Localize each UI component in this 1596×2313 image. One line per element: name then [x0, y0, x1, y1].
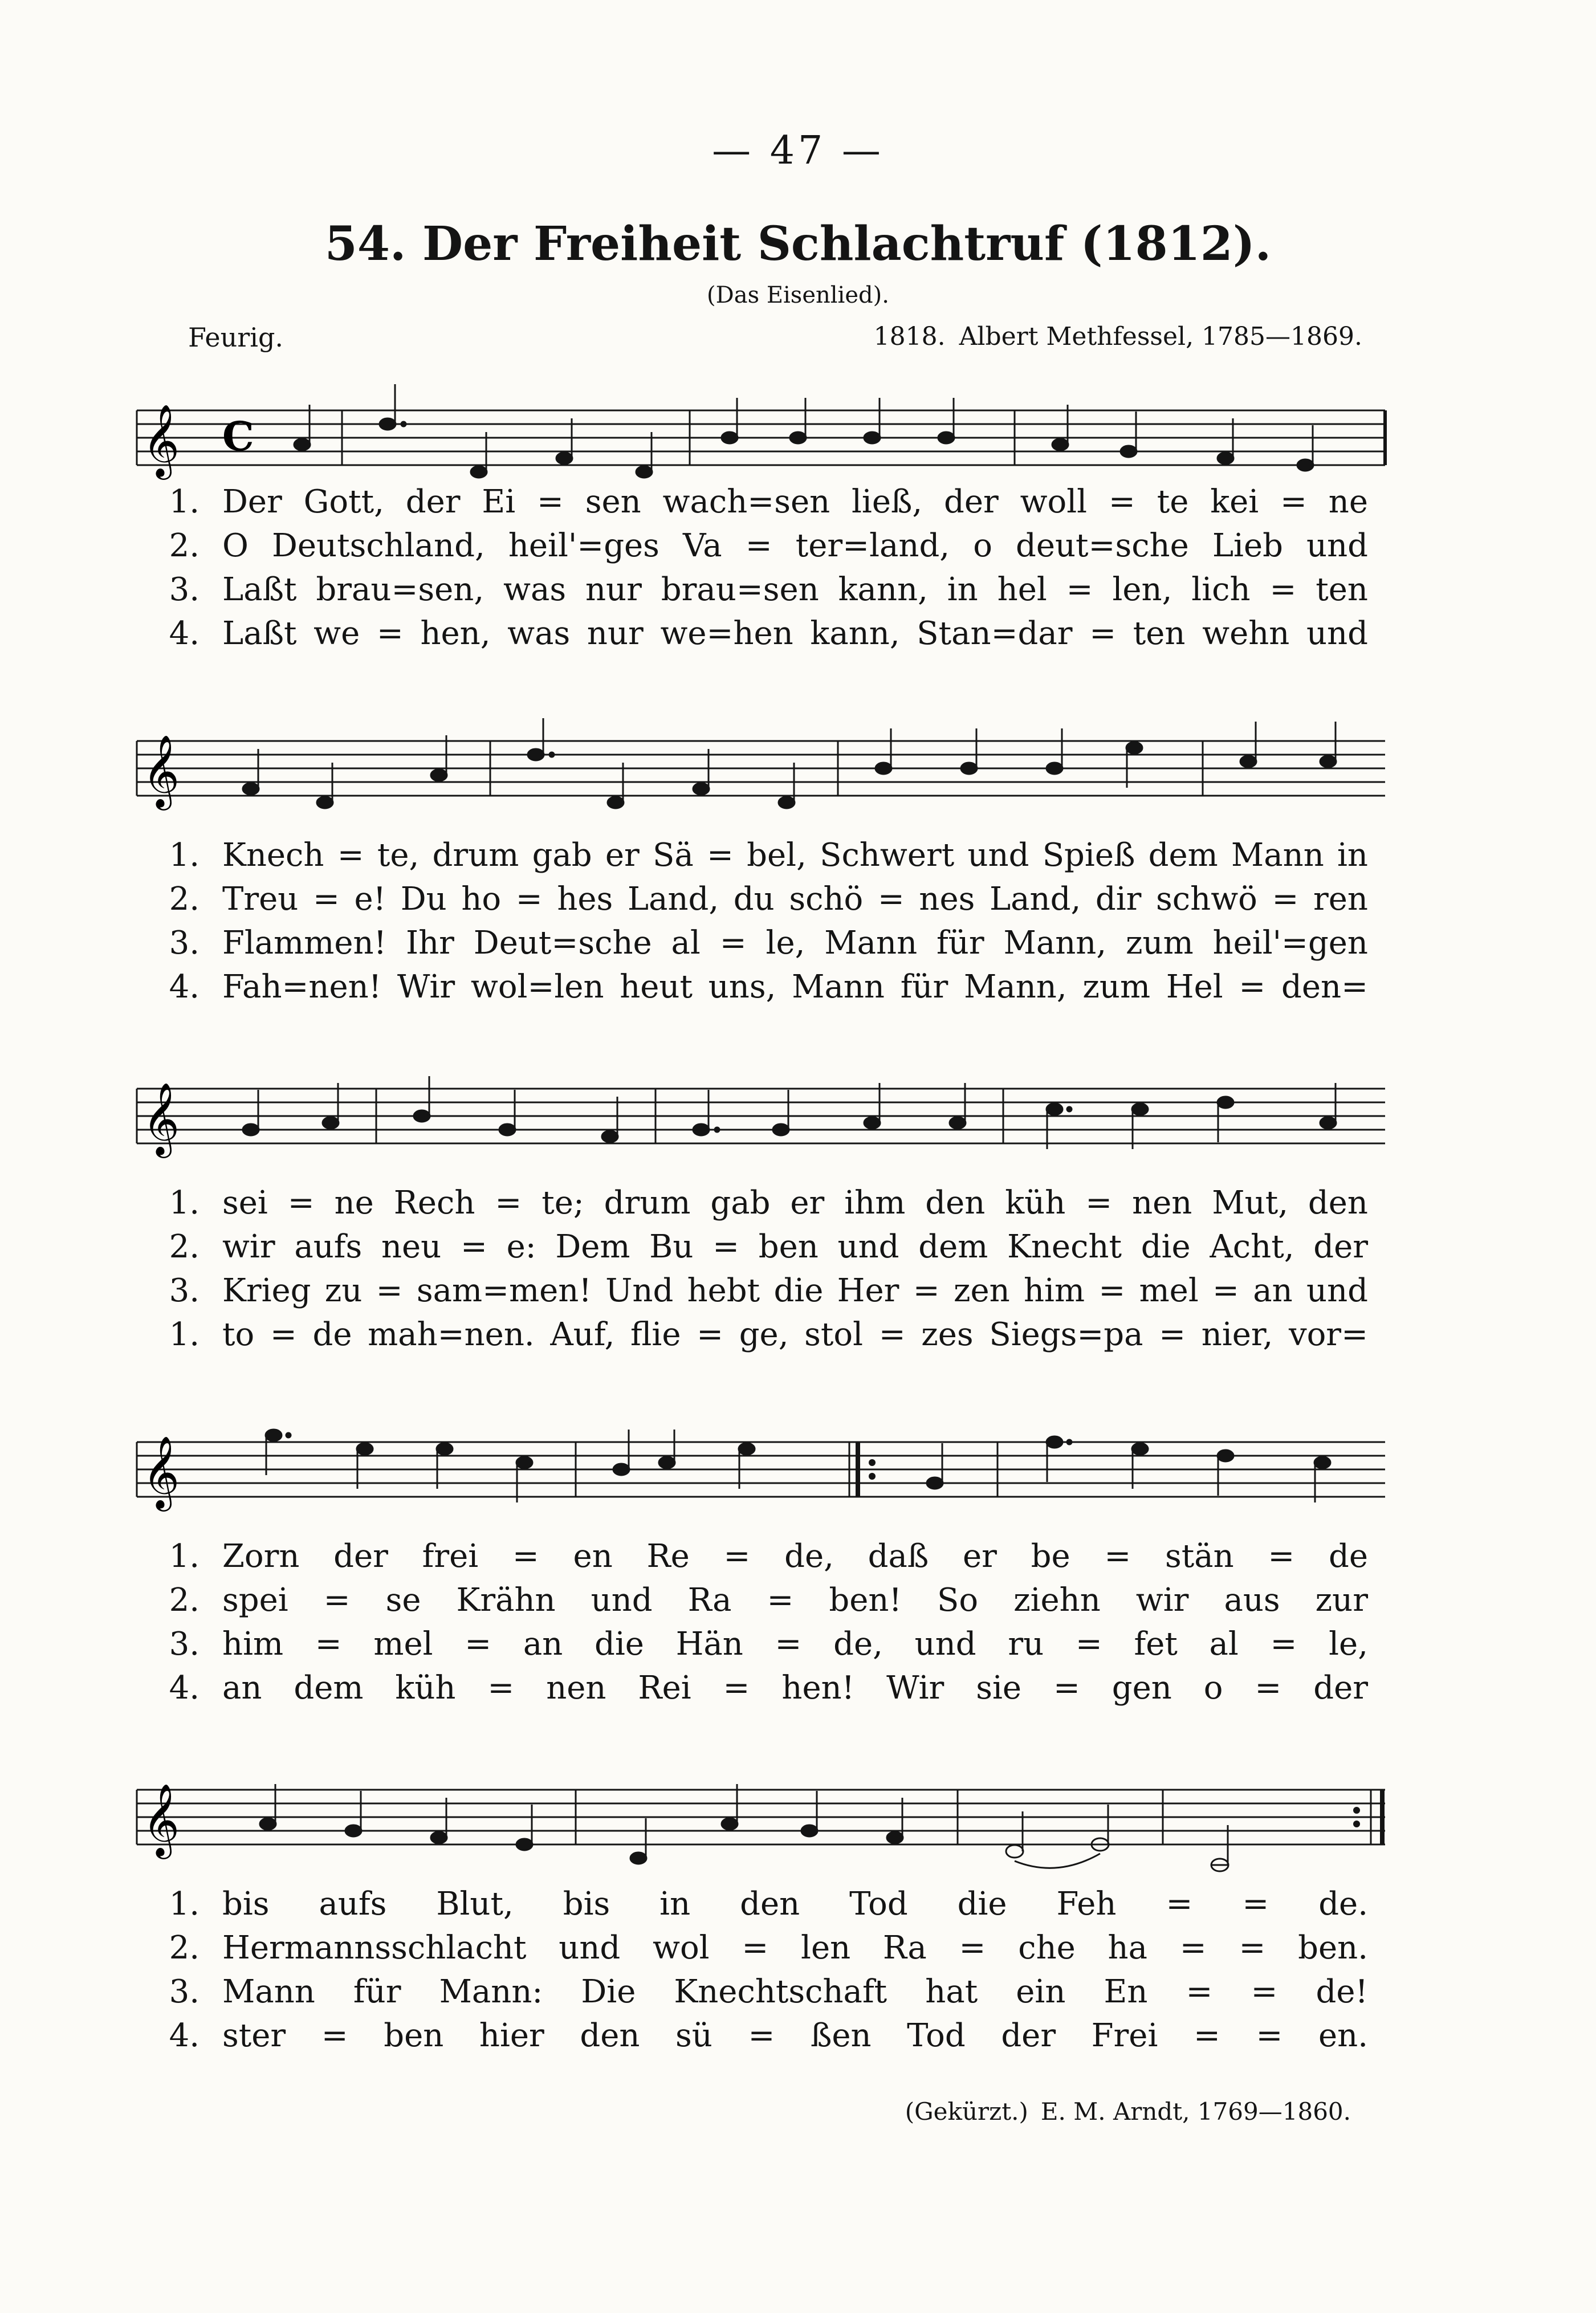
verse-number: 2.: [169, 881, 199, 918]
lyric-text: O Deutschland, heil'=ges Va = ter=land, o deut=sche Lieb und: [222, 527, 1368, 564]
page-number: — 47 —: [712, 128, 884, 173]
verse-number: 1.: [169, 483, 199, 520]
tempo-marking: Feurig.: [188, 322, 284, 353]
verse-line-3: [165, 1972, 1368, 2013]
verse-line-3: [165, 923, 1368, 964]
verse-line-2: [165, 879, 1368, 920]
verse-number: 1.: [169, 1184, 199, 1221]
verse-line-4: [165, 1668, 1368, 1709]
verse-number: 2.: [169, 1582, 199, 1619]
lyric-text: sei = ne Rech = te; drum gab er ihm den küh = nen Mut, den: [222, 1184, 1368, 1221]
verse-line-2: [165, 1227, 1368, 1268]
verse-line-1: [165, 1884, 1368, 1925]
lyric-text: Laßt brau=sen, was nur brau=sen kann, in hel = len, lich = ten: [222, 571, 1368, 608]
verse-line-4: [165, 1314, 1368, 1355]
staff-5: [0, 1767, 1596, 1881]
lyric-text: Fah=nen! Wir wol=len heut uns, Mann für Mann, zum Hel = den=: [222, 968, 1368, 1005]
lyric-text: Der Gott, der Ei = sen wach=sen ließ, der woll = te kei = ne: [222, 483, 1368, 520]
verse-line-4: [165, 967, 1368, 1008]
verse-number: 2.: [169, 527, 199, 564]
lyric-text: Laßt we = hen, was nur we=hen kann, Stan=dar = ten wehn und: [222, 615, 1368, 652]
verse-number: 1.: [169, 1316, 199, 1353]
verse-number: 1.: [169, 1538, 199, 1575]
verse-number: 2.: [169, 1228, 199, 1265]
verse-line-3: [165, 569, 1368, 610]
verse-line-1: [165, 482, 1368, 523]
verse-number: 3.: [169, 571, 199, 608]
verse-line-1: [165, 1536, 1368, 1577]
verse-number: 3.: [169, 1626, 199, 1663]
composer-credit: [860, 322, 1362, 351]
verse-number: 1.: [169, 1886, 199, 1923]
verse-number: 4.: [169, 1669, 199, 1707]
lyric-text: an dem küh = nen Rei = hen! Wir sie = gen o = der: [222, 1669, 1368, 1707]
staff-4: [0, 1419, 1596, 1533]
verse-number: 1.: [169, 837, 199, 874]
lyric-text: Hermannsschlacht und wol = len Ra = che ha = = ben.: [222, 1929, 1368, 1966]
lyric-text: Zorn der frei = en Re = de, daß er be = stän = de: [222, 1538, 1368, 1575]
verse-number: 4.: [169, 615, 199, 652]
lyric-text: Krieg zu = sam=men! Und hebt die Her = zen him = mel = an und: [222, 1272, 1368, 1309]
verse-number: 4.: [169, 2017, 199, 2054]
verse-number: 3.: [169, 925, 199, 962]
treble-clef-icon: 𝄞: [142, 404, 180, 477]
verse-number: 4.: [169, 968, 199, 1005]
verse-number: 3.: [169, 1973, 199, 2010]
staff-1: [0, 376, 1596, 490]
lyric-text: bis aufs Blut, bis in den Tod die Feh = = de.: [222, 1886, 1368, 1923]
lyric-text: Mann für Mann: Die Knechtschaft hat ein En = = de!: [222, 1973, 1368, 2010]
verse-line-3: [165, 1624, 1368, 1665]
staff-3: [0, 1066, 1596, 1180]
verse-line-1: [165, 835, 1368, 876]
verse-line-4: [165, 613, 1368, 654]
lyric-text: Knech = te, drum gab er Sä = bel, Schwert und Spieß dem Mann in: [222, 837, 1368, 874]
treble-clef-icon: 𝄞: [142, 1783, 180, 1856]
treble-clef-icon: 𝄞: [142, 1435, 180, 1508]
lyric-text: wir aufs neu = e: Dem Bu = ben und dem Knecht die Acht, der: [222, 1228, 1368, 1265]
treble-clef-icon: 𝄞: [142, 734, 180, 807]
common-time-icon: C: [222, 413, 254, 460]
lyricist-credit: E. M. Arndt, 1769—1860.: [1040, 2098, 1351, 2125]
lyric-text: Treu = e! Du ho = hes Land, du schö = nes Land, dir schwö = ren: [222, 881, 1368, 918]
footer-note: (Gekürzt.): [905, 2098, 1028, 2125]
composer-name: Albert Methfessel, 1785—1869.: [959, 322, 1362, 351]
song-title: 54. Der Freiheit Schlachtruf (1812).: [324, 217, 1272, 271]
song-subtitle: (Das Eisenlied).: [707, 282, 889, 308]
verse-line-3: [165, 1270, 1368, 1312]
staff-2: [0, 718, 1596, 832]
footer-credit: [893, 2098, 1351, 2125]
composition-year: 1818.: [873, 322, 946, 351]
verse-number: 2.: [169, 1929, 199, 1966]
lyric-text: spei = se Krähn und Ra = ben! So ziehn wir aus zur: [222, 1582, 1368, 1619]
verse-line-1: [165, 1183, 1368, 1224]
lyric-text: to = de mah=nen. Auf, flie = ge, stol = zes Siegs=pa = nier, vor=: [222, 1316, 1368, 1353]
lyric-text: ster = ben hier den sü = ßen Tod der Frei = = en.: [222, 2017, 1368, 2054]
verse-line-2: [165, 1580, 1368, 1621]
lyric-text: him = mel = an die Hän = de, und ru = fet al = le,: [222, 1626, 1368, 1663]
verse-line-2: [165, 526, 1368, 567]
verse-number: 3.: [169, 1272, 199, 1309]
treble-clef-icon: 𝄞: [142, 1082, 180, 1155]
lyric-text: Flammen! Ihr Deut=sche al = le, Mann für Mann, zum heil'=gen: [222, 925, 1368, 962]
verse-line-2: [165, 1928, 1368, 1969]
verse-line-4: [165, 2015, 1368, 2057]
